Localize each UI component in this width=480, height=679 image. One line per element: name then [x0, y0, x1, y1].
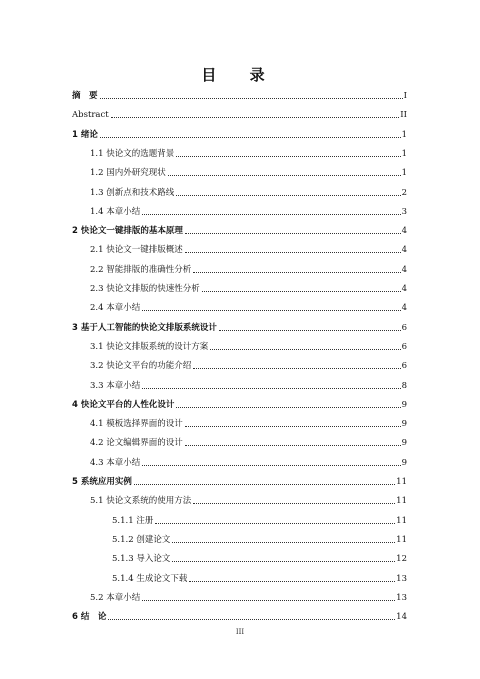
toc-entry[interactable] [90, 437, 407, 449]
toc-entry-label: 5.2 本章小结 [90, 592, 141, 603]
toc-entry[interactable] [90, 187, 407, 199]
toc-entry-label: 摘 要 [72, 91, 98, 101]
toc-leader-dots [100, 136, 401, 138]
toc-entry-label: 1 绪论 [72, 129, 98, 140]
toc-entry-label: 2 快论文一键排版的基本原理 [72, 226, 183, 237]
toc-entry[interactable] [90, 167, 407, 179]
toc-entry[interactable] [90, 264, 407, 276]
toc-entry[interactable] [90, 360, 407, 372]
toc-entry-page: 3 [401, 206, 407, 217]
toc-leader-dots [176, 194, 400, 196]
toc-leader-dots [185, 425, 401, 427]
toc-entry-label: 5.1 快论文系统的使用方法 [90, 496, 192, 507]
toc-leader-dots [142, 387, 400, 389]
toc-entry[interactable] [72, 109, 407, 121]
toc-leader-dots [193, 502, 395, 504]
toc-entry[interactable] [90, 244, 407, 256]
toc-leader-dots [168, 174, 401, 176]
toc-entry-page: 14 [396, 612, 407, 623]
toc-entry-label: 1.1 快论文的选题背景 [90, 148, 175, 159]
toc-leader-dots [172, 560, 395, 562]
toc-entry[interactable] [90, 283, 407, 295]
toc-entry-page: 4 [401, 303, 407, 314]
toc-entry-label: 2.4 本章小结 [90, 303, 141, 314]
toc-entry-label: 1.2 国内外研究现状 [90, 168, 166, 179]
toc-entry[interactable] [72, 90, 407, 102]
toc-entry-page: 12 [396, 554, 407, 565]
toc-entry-label: 2.1 快论文一键排版概述 [90, 245, 183, 256]
toc-leader-dots [108, 618, 395, 620]
toc-entry-label: Abstract [72, 110, 109, 121]
toc-entry[interactable] [112, 573, 407, 585]
toc-entry-page: 9 [401, 419, 407, 430]
toc-leader-dots [142, 309, 400, 311]
toc-entry[interactable] [90, 380, 407, 392]
toc-entry-page: 6 [401, 322, 407, 333]
toc-entry-label: 5.1.4 生成论文下载 [112, 573, 188, 584]
toc-entry-label: 5 系统应用实例 [72, 477, 132, 487]
toc-leader-dots [134, 483, 395, 485]
toc-leader-dots [185, 232, 401, 234]
toc-entry[interactable] [90, 148, 407, 160]
toc-leader-dots [155, 522, 395, 524]
toc-entry-label: 2.3 快论文排版的快速性分析 [90, 284, 200, 294]
toc-entry-label: 3.1 快论文排版系统的设计方案 [90, 341, 209, 352]
toc-entry[interactable] [90, 592, 407, 604]
toc-entry-label: 1.4 本章小结 [90, 206, 141, 217]
toc-entry[interactable] [72, 129, 407, 141]
toc-entry[interactable] [112, 515, 407, 527]
page-title: 目 录 [201, 66, 279, 84]
page-number: III [235, 628, 245, 636]
toc-entry-label: 4.3 本章小结 [90, 457, 141, 468]
toc-entry-page: 13 [396, 592, 407, 603]
toc-entry-page: 1 [401, 148, 407, 159]
toc-entry-label: 6 结 论 [72, 612, 107, 623]
toc-entry[interactable] [72, 399, 407, 411]
toc-leader-dots [193, 367, 400, 369]
toc-leader-dots [185, 251, 401, 253]
toc-leader-dots [176, 406, 400, 408]
toc-entry[interactable] [90, 341, 407, 353]
toc-entry-page: 2 [401, 187, 407, 198]
toc-entry-label: 5.1.3 导入论文 [112, 554, 171, 565]
toc-entry-page: 4 [401, 226, 407, 237]
toc-entry[interactable] [90, 206, 407, 218]
toc-entry-page: 4 [401, 264, 407, 275]
toc-entry[interactable] [90, 457, 407, 469]
toc-entry-page: 6 [401, 361, 407, 372]
toc-entry-page: I [403, 91, 407, 101]
toc-entry-label: 2.2 智能排版的准确性分析 [90, 264, 192, 275]
toc-leader-dots [176, 155, 400, 157]
toc-leader-dots [210, 348, 400, 350]
toc-leader-dots [193, 271, 400, 273]
toc-entry-page: 11 [396, 515, 407, 526]
toc-entry-page: 11 [396, 534, 407, 545]
toc-entry[interactable] [90, 495, 407, 507]
toc-leader-dots [219, 329, 401, 331]
toc-leader-dots [172, 541, 395, 543]
toc-entry-page: 1 [401, 168, 407, 179]
toc-entry-page: 8 [401, 380, 407, 391]
toc-entry[interactable] [72, 225, 407, 237]
toc-entry-page: 9 [401, 457, 407, 468]
toc-entry-page: 11 [396, 477, 407, 487]
toc-leader-dots [202, 290, 401, 292]
toc-leader-dots [100, 97, 403, 99]
toc-entry-page: 13 [396, 573, 407, 584]
toc-entry-page: 4 [401, 284, 407, 294]
toc-leader-dots [142, 213, 400, 215]
toc-entry-label: 3.2 快论文平台的功能介绍 [90, 361, 192, 372]
toc-entry-page: 4 [401, 245, 407, 256]
toc-entry-page: 9 [401, 399, 407, 410]
toc-entry-page: 9 [401, 438, 407, 449]
toc-entry-page: II [400, 110, 407, 121]
toc-entry-page: 11 [396, 496, 407, 507]
toc-entry-page: 1 [401, 129, 407, 140]
toc-entry[interactable] [90, 302, 407, 314]
toc-entry-label: 4 快论文平台的人性化设计 [72, 399, 175, 410]
toc-leader-dots [142, 464, 400, 466]
toc-entry[interactable] [112, 553, 407, 565]
toc-leader-dots [142, 599, 395, 601]
toc-entry-page: 6 [401, 341, 407, 352]
toc-entry-label: 4.2 论文编辑界面的设计 [90, 438, 183, 449]
toc-entry-label: 4.1 模板选择界面的设计 [90, 419, 183, 430]
toc-leader-dots [111, 116, 400, 118]
toc-entry-label: 1.3 创新点和技术路线 [90, 187, 175, 198]
toc-entry-label: 5.1.2 创建论文 [112, 534, 171, 545]
toc-entry[interactable] [72, 476, 407, 488]
toc-entry[interactable] [72, 322, 407, 334]
toc-entry-label: 3.3 本章小结 [90, 380, 141, 391]
toc-entry-label: 5.1.1 注册 [112, 515, 154, 526]
toc-entry-label: 3 基于人工智能的快论文排版系统设计 [72, 322, 217, 333]
toc-leader-dots [185, 444, 401, 446]
toc-leader-dots [189, 580, 395, 582]
toc-entry[interactable] [90, 418, 407, 430]
toc-entry[interactable] [72, 611, 407, 623]
toc-entry[interactable] [112, 534, 407, 546]
